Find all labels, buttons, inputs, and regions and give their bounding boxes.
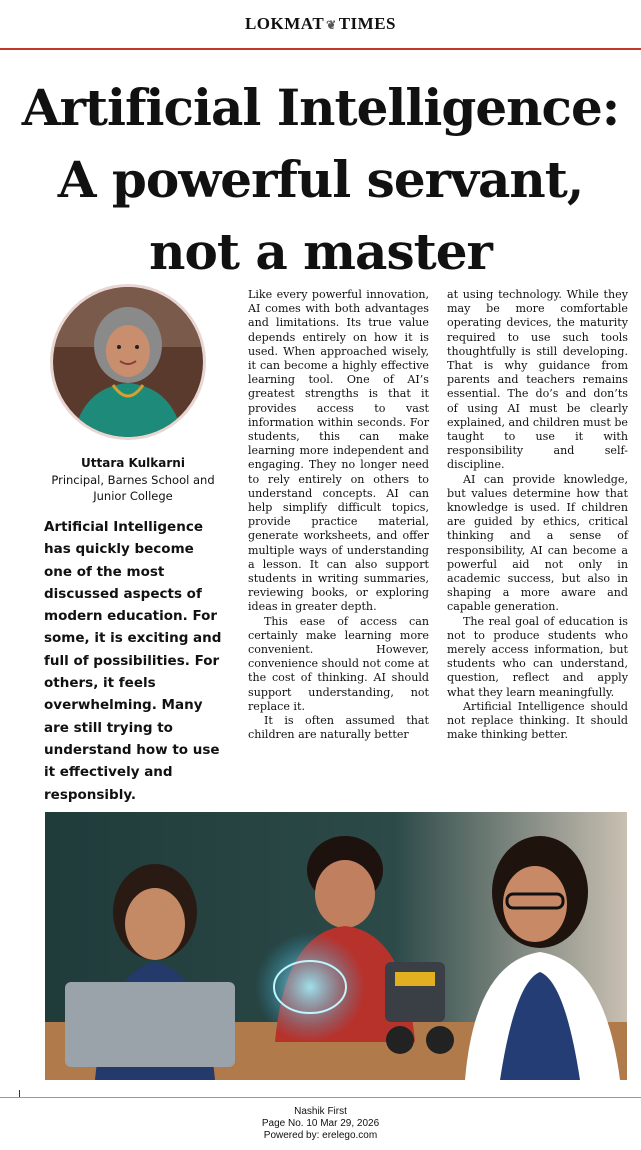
body-paragraph: The real goal of education is not to produce students who merely access information, but students who can understand, question, reflect and apply what they learn meaningfully.: [447, 614, 628, 699]
body-paragraph: AI can provide knowledge, but values determine how that knowledge is used. If children are guided by ethics, critical thinking and a sense of responsibility, AI can become a powerful aid not only in academic success, but also in shaping a more aware and capable generation.: [447, 472, 628, 614]
headline-line-1: Artificial Intelligence:: [21, 78, 620, 137]
body-paragraph: This ease of access can certainly make learning more convenient. However, convenience should not come at the cost of thinking. AI should support understanding, not replace it.: [248, 614, 429, 713]
author-photo: [50, 284, 206, 440]
body-paragraph: It is often assumed that children are naturally better: [248, 714, 429, 742]
masthead: [0, 0, 641, 50]
emblem-icon: ❦: [326, 18, 337, 32]
newspaper-logo: [0, 14, 641, 34]
headline-line-3: not a master: [149, 222, 492, 281]
article-column-2: [447, 288, 628, 743]
body-paragraph: Like every powerful innovation, AI comes with both advantages and limitations. Its true value depends entirely on how it is used. When approached wisely, it can become a highly effective learning tool. One of AI’s greatest strengths is that it provides access to vast information within seconds. For students, this can make learning more independent and engaging. They no longer need to rely entirely on others to understand concepts. AI can help simplify difficult topics, provide practice material, generate worksheets, and offer multiple ways of understanding a lesson. It can also support students in writing summaries, reviewing books, or exploring ideas in greater depth.: [248, 288, 429, 614]
author-name: Uttara Kulkarni: [81, 456, 185, 470]
page-footer: [0, 1106, 641, 1142]
article-illustration: [45, 812, 627, 1080]
headline-line-2: A powerful servant,: [57, 150, 584, 209]
article-column-1: [248, 288, 429, 743]
article-headline: [20, 72, 621, 288]
footer-edition: Nashik First: [294, 1106, 347, 1117]
footer-tick: [19, 1090, 20, 1097]
footer-divider: [0, 1097, 641, 1098]
image-caption: AI image: [585, 1065, 619, 1074]
logo-left-text: LOKMAT: [244, 14, 325, 33]
footer-powered[interactable]: Powered by: erelego.com: [263, 1130, 378, 1141]
intro-paragraph: Artificial Intelligence has quickly become one of the most discussed aspects of modern education. For some, it is exciting and full of possibilities. For others, it feels overwhelming. Many are still trying to understand how to use it effectively and responsibly.: [44, 519, 222, 803]
body-paragraph: at using technology. While they may be more comfortable operating devices, the maturity required to use such tools thoughtfully is still developing. That is why guidance from parents and teachers remains essential. The do’s and don’ts of using AI must be clearly explained, and children must be taught to use it with responsibility and self-discipline.: [447, 288, 628, 472]
author-role: Principal, Barnes School and Junior College: [51, 473, 215, 503]
body-paragraph: Artificial Intelligence should not replace thinking. It should make thinking better.: [447, 699, 628, 742]
footer-page: Page No. 10 Mar 29, 2026: [261, 1118, 380, 1129]
logo-right-text: TIMES: [338, 14, 397, 33]
